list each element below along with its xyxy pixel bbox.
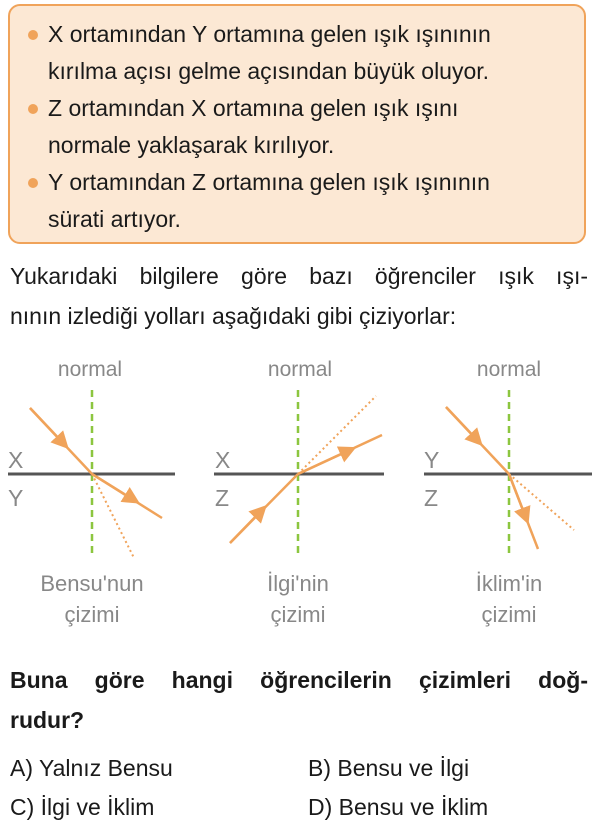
figure-ilgi: [214, 358, 384, 627]
bullet-icon: [28, 104, 38, 114]
medium-label-bottom: Z: [215, 485, 230, 511]
intro-text: [10, 256, 588, 336]
normal-label: normal: [476, 358, 542, 381]
normal-label: normal: [57, 358, 123, 381]
info-item-3-line1: Y ortamından Z ortamına gelen ışık ışınının: [48, 169, 490, 195]
figure-bensu: [8, 358, 175, 627]
medium-label-bottom: Z: [424, 485, 439, 511]
bullet-icon: [28, 178, 38, 188]
info-item-1-line2: kırılma açısı gelme açısından büyük oluyor.: [48, 58, 490, 84]
medium-label-top: X: [215, 447, 231, 473]
medium-label-top: X: [8, 447, 24, 473]
info-item-2-line1: Z ortamından X ortamına gelen ışık ışını: [48, 95, 459, 121]
refracted-arrow: [92, 474, 134, 500]
caption-line-2: çizimi: [481, 602, 537, 627]
figure-iklim: [424, 358, 592, 627]
intro-line-2: nının izlediği yolları aşağıdaki gibi çiziyorlar:: [10, 303, 457, 329]
bullet-icon: [28, 30, 38, 40]
normal-label: normal: [267, 358, 333, 381]
info-item-1-line1: X ortamından Y ortamına gelen ışık ışınının: [48, 21, 491, 47]
caption-line-1: İlgi'nin: [267, 571, 329, 596]
option-a[interactable]: A) Yalnız Bensu: [10, 755, 173, 781]
info-item-3-line2: sürati artıyor.: [48, 206, 181, 232]
intro-line-1: Yukarıdaki bilgilere göre bazı öğrenciler ışık ışı-: [10, 263, 588, 289]
caption-line-1: İklim'in: [475, 571, 543, 596]
info-item-1: [26, 16, 570, 90]
info-item-2-line2: normale yaklaşarak kırılıyor.: [48, 132, 335, 158]
extension-line: [298, 396, 376, 474]
caption-line-1: Bensu'nun: [40, 571, 144, 596]
question-line-1: Buna göre hangi öğrencilerin çizimleri doğ-: [10, 667, 588, 693]
question-line-2: rudur?: [10, 707, 85, 733]
info-item-3: [26, 164, 570, 238]
question-text: [10, 660, 588, 740]
option-d[interactable]: D) Bensu ve İklim: [308, 794, 489, 820]
medium-label-bottom: Y: [8, 485, 24, 511]
medium-label-top: Y: [424, 447, 440, 473]
refracted-arrow: [298, 450, 350, 474]
incident-arrow: [30, 408, 64, 444]
info-item-2: [26, 90, 570, 164]
caption-line-2: çizimi: [270, 602, 326, 627]
info-box: [8, 4, 586, 244]
ray-diagrams: [0, 350, 598, 640]
option-c[interactable]: C) İlgi ve İklim: [10, 794, 155, 820]
option-b[interactable]: B) Bensu ve İlgi: [308, 755, 470, 781]
incident-arrow: [446, 407, 478, 441]
incident-arrow: [230, 510, 262, 543]
caption-line-2: çizimi: [64, 602, 120, 627]
